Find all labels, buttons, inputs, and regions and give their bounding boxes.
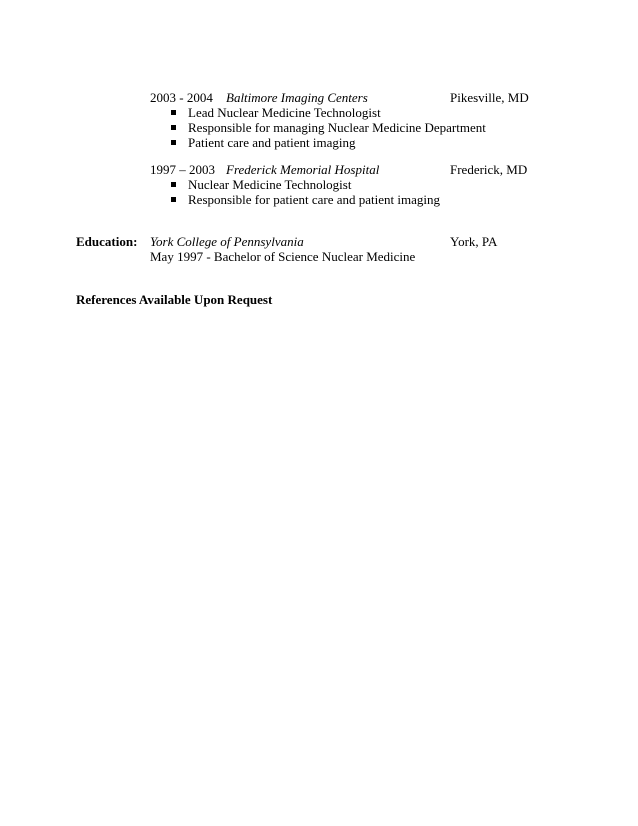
employer-name: Baltimore Imaging Centers bbox=[226, 90, 368, 105]
employment-dates: 1997 – 2003 bbox=[150, 162, 215, 177]
experience-header bbox=[150, 90, 570, 105]
duty-text: Nuclear Medicine Technologist bbox=[188, 177, 352, 192]
degree-text: May 1997 - Bachelor of Science Nuclear Medicine bbox=[150, 249, 416, 264]
school-name: York College of Pennsylvania bbox=[150, 234, 304, 249]
square-bullet-icon bbox=[171, 140, 176, 145]
square-bullet-icon bbox=[171, 110, 176, 115]
duty-item bbox=[150, 177, 570, 192]
education-heading: Education: bbox=[76, 234, 138, 249]
duty-item bbox=[150, 105, 570, 120]
experience-entry bbox=[150, 162, 570, 207]
duty-text: Responsible for managing Nuclear Medicine Department bbox=[188, 120, 486, 135]
duty-item bbox=[150, 192, 570, 207]
square-bullet-icon bbox=[171, 197, 176, 202]
duty-text: Responsible for patient care and patient imaging bbox=[188, 192, 440, 207]
employer-location: Frederick, MD bbox=[450, 162, 528, 177]
experience-header bbox=[150, 162, 570, 177]
square-bullet-icon bbox=[171, 125, 176, 130]
square-bullet-icon bbox=[171, 182, 176, 187]
duties-list bbox=[150, 177, 570, 207]
experience-entry bbox=[150, 90, 570, 150]
duty-text: Patient care and patient imaging bbox=[188, 135, 356, 150]
employer-location: Pikesville, MD bbox=[450, 90, 529, 105]
education-header bbox=[150, 234, 570, 249]
references-note: References Available Upon Request bbox=[76, 292, 273, 307]
employer-name: Frederick Memorial Hospital bbox=[226, 162, 380, 177]
school-location: York, PA bbox=[450, 234, 498, 249]
duties-list bbox=[150, 105, 570, 150]
duty-item bbox=[150, 120, 570, 135]
employment-dates: 2003 - 2004 bbox=[150, 90, 213, 105]
education-entry bbox=[150, 234, 570, 264]
duty-text: Lead Nuclear Medicine Technologist bbox=[188, 105, 381, 120]
duty-item bbox=[150, 135, 570, 150]
